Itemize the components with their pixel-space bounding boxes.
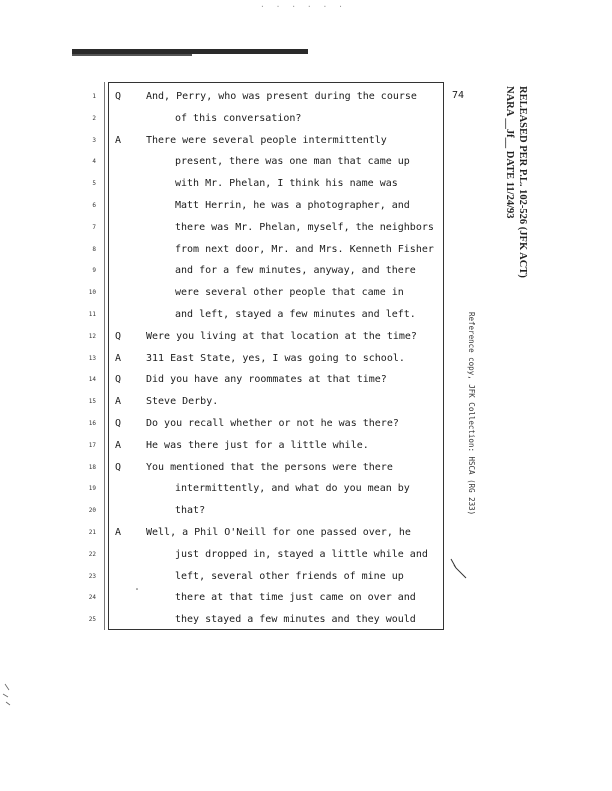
line-text: and left, stayed a few minutes and left. [175,309,416,320]
line-number: 22 [88,550,96,558]
line-number: 9 [92,267,96,275]
transcript-line [0,133,612,149]
line-number: 6 [92,202,96,209]
speaker-label: Q [115,418,122,429]
transcript-line [0,416,612,432]
transcript-line [0,481,612,497]
speaker-label: Q [115,330,122,342]
page-number: 74 [452,90,465,101]
transcript-line [0,590,612,606]
release-stamp-line2: NARA __Jf__ DATE 11/24/93 [504,86,516,219]
line-number: 14 [88,376,96,384]
transcript-line [0,525,612,541]
line-text: just dropped in, stayed a little while and [175,548,428,560]
line-text: Did you have any roommates at that time? [146,374,387,386]
speaker-label: Q [115,374,122,386]
top-scan-bar [72,49,308,54]
line-number: 4 [92,158,96,166]
transcript-line [0,569,612,585]
line-text: There were several people intermittently [146,134,387,146]
transcript-line [0,154,612,170]
speaker-label: A [115,352,122,364]
line-text: Do you recall whether or not he was there? [146,418,399,429]
transcript-line [0,176,612,192]
line-text: Matt Herrin, he was a photographer, and [175,200,410,211]
transcript-line [0,220,612,236]
line-number: 1 [92,93,96,100]
pen-mark [448,556,472,582]
line-text: Were you living at that location at the time? [146,330,417,342]
speaker-label: A [115,439,122,451]
transcript-line [0,329,612,345]
line-text: and for a few minutes, anyway, and there [175,265,416,277]
transcript-line [0,351,612,367]
transcript-line [0,198,612,214]
transcript-line [0,460,612,476]
line-number: 16 [88,420,96,427]
transcript-line [0,263,612,279]
speaker-label: Q [115,91,122,102]
line-number: 21 [88,529,96,536]
line-text: Steve Derby. [146,396,219,408]
transcript-line [0,547,612,563]
line-text: left, several other friends of mine up [175,570,404,582]
line-number: 25 [88,616,96,624]
line-number: 17 [88,441,96,449]
reference-note-text: Reference copy, JFK Collection: HSCA (RG 233) [467,312,476,516]
line-text: with Mr. Phelan, I think his name was [175,178,398,190]
line-number: 8 [92,245,96,253]
transcript-line [0,307,612,323]
line-number: 24 [88,594,96,602]
speaker-label: A [115,527,122,538]
line-number: 20 [88,507,96,515]
line-text: from next door, Mr. and Mrs. Kenneth Fisher [175,243,434,255]
transcript-line [0,372,612,388]
transcript-line [0,503,612,519]
dot-speck [134,586,140,592]
line-text: He was there just for a little while. [146,439,369,451]
scan-specks: · · · · · · [260,2,346,11]
speaker-label: A [115,134,122,146]
speaker-label: A [115,396,122,408]
transcript-line [0,285,612,301]
line-number: 12 [88,332,96,340]
edge-speck [0,680,20,710]
line-number: 18 [88,463,96,471]
line-text: 311 East State, yes, I was going to school. [146,352,405,364]
line-number: 5 [92,180,96,188]
line-number: 23 [88,572,96,580]
line-number: 19 [88,485,96,493]
line-number: 3 [92,136,96,144]
transcript-line [0,612,612,628]
line-number: 2 [92,114,96,122]
line-text: You mentioned that the persons were there [146,461,393,473]
line-text: were several other people that came in [175,287,404,299]
line-number: 13 [88,354,96,362]
line-text: there at that time just came on over and [175,592,416,604]
line-text: present, there was one man that came up [175,156,410,168]
transcript-line [0,438,612,454]
transcript-line [0,394,612,410]
transcript-line [0,242,612,258]
line-text: Well, a Phil O'Neill for one passed over, he [146,527,411,538]
line-text: there was Mr. Phelan, myself, the neighbors [175,221,434,233]
line-text: And, Perry, who was present during the course [146,91,417,102]
transcript-line [0,89,612,105]
line-text: they stayed a few minutes and they would [175,614,416,626]
line-number: 15 [88,398,96,406]
line-text: of this conversation? [175,112,302,124]
line-text: that? [175,505,206,517]
transcript-line [0,111,612,127]
line-number: 7 [92,223,96,231]
line-number: 10 [88,289,96,297]
speaker-label: Q [115,461,122,473]
release-stamp-line1: RELEASED PER P.L. 102-526 (JFK ACT) [517,86,528,278]
line-number: 11 [88,311,96,318]
line-text: intermittently, and what do you mean by [175,483,410,495]
